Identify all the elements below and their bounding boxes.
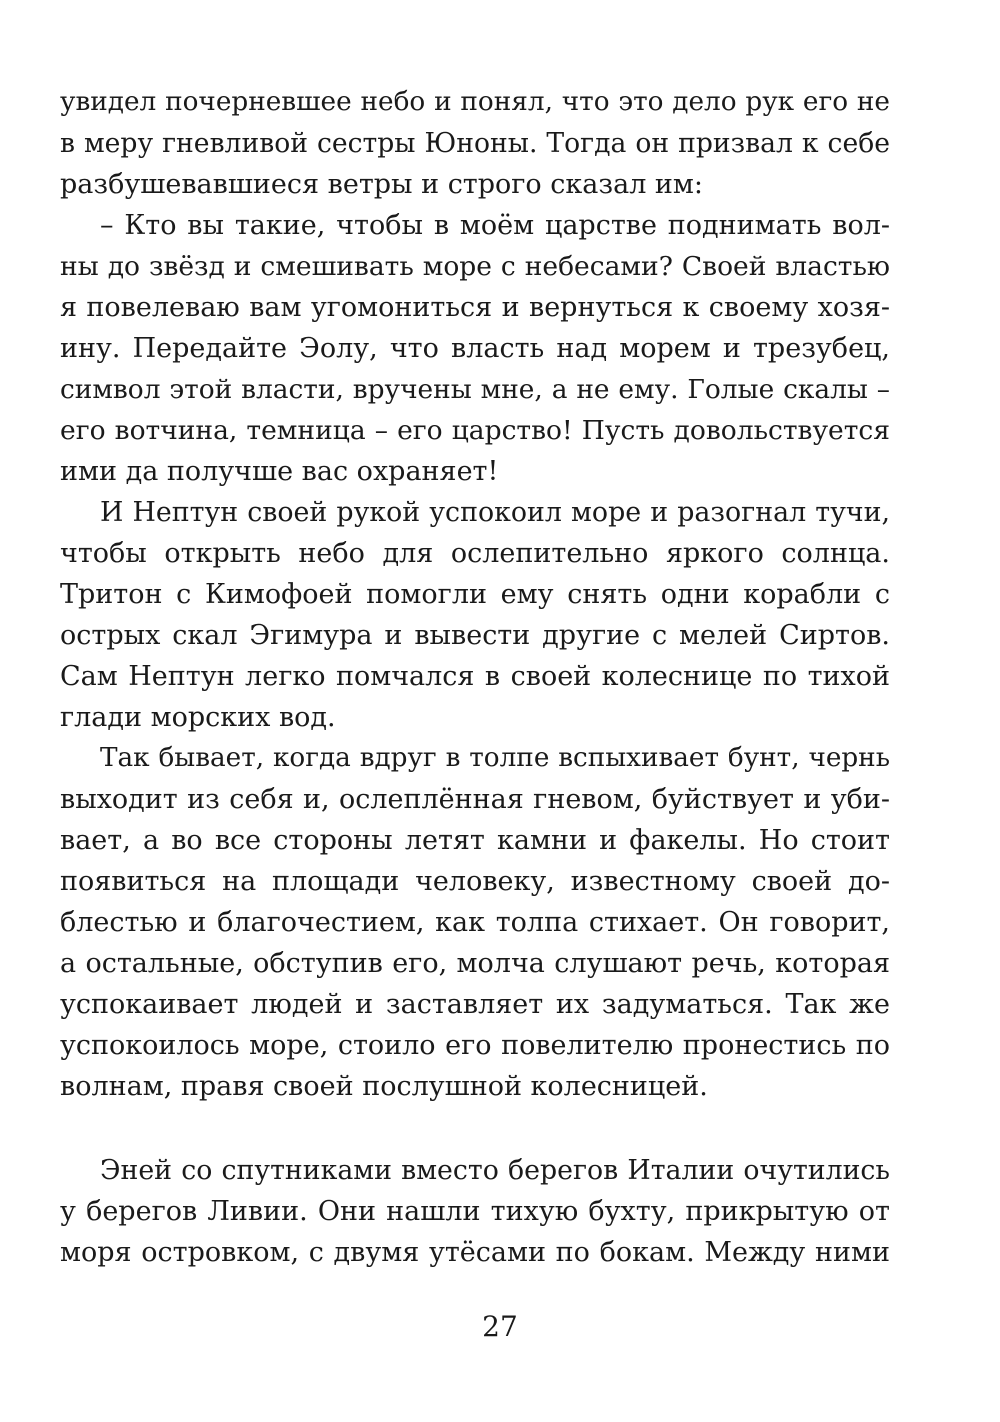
text-line: ину. Передайте Эолу, что власть над морем и трезубец,	[60, 333, 890, 364]
body-text	[60, 82, 890, 1273]
text-line: символ этой власти, вручены мне, а не ему. Голые скалы –	[60, 374, 890, 405]
page-number: 27	[482, 1310, 518, 1343]
text-line: в меру гневливой сестры Юноны. Тогда он призвал к себе	[60, 128, 890, 159]
text-line: блестью и благочестием, как толпа стихает. Он говорит,	[60, 907, 890, 938]
text-line: а остальные, обступив его, молча слушают речь, которая	[60, 948, 890, 979]
text-line: ны до звёзд и смешивать море с небесами? Своей властью	[60, 251, 890, 282]
paragraph-1	[60, 82, 890, 205]
text-line: волнам, правя своей послушной колесницей.	[60, 1071, 708, 1102]
paragraph-5	[60, 1150, 890, 1273]
text-line: увидел почерневшее небо и понял, что это дело рук его не	[60, 87, 890, 117]
text-line: Тритон с Кимофоей помогли ему снять одни корабли с	[60, 579, 890, 610]
paragraph-2	[60, 205, 890, 492]
text-line: Эней со спутниками вместо берегов Италии очутились	[100, 1155, 890, 1186]
text-line: выходит из себя и, ослеплённая гневом, буйствует и уби-	[60, 784, 890, 815]
text-line: у берегов Ливии. Они нашли тихую бухту, прикрытую от	[60, 1196, 890, 1227]
text-line: острых скал Эгимура и вывести другие с мелей Сиртов.	[60, 620, 890, 651]
text-line: разбушевавшиеся ветры и строго сказал им:	[60, 169, 704, 200]
text-line: я повелеваю вам угомониться и вернуться к своему хозя-	[60, 292, 890, 323]
text-line: Так бывает, когда вдруг в толпе вспыхивает бунт, чернь	[100, 743, 890, 773]
text-line: чтобы открыть небо для ослепительно яркого солнца.	[60, 538, 890, 569]
text-line: глади морских вод.	[60, 702, 336, 733]
text-line: его вотчина, темница – его царство! Пусть довольствуется	[60, 415, 890, 446]
text-line: Сам Нептун легко помчался в своей колеснице по тихой	[60, 661, 890, 692]
section-break	[60, 1107, 890, 1150]
text-line: ими да получше вас охраняет!	[60, 456, 499, 487]
text-line: И Нептун своей рукой успокоил море и разогнал тучи,	[100, 497, 890, 528]
paragraph-3	[60, 492, 890, 738]
text-line: вает, а во все стороны летят камни и факелы. Но стоит	[60, 825, 890, 856]
text-line: успокоилось море, стоило его повелителю пронестись по	[60, 1030, 890, 1061]
text-line: моря островком, с двумя утёсами по бокам. Между ними	[60, 1237, 890, 1268]
text-line: – Кто вы такие, чтобы в моём царстве поднимать вол-	[100, 210, 890, 241]
text-line: появиться на площади человеку, известному своей до-	[60, 866, 890, 897]
text-line: успокаивает людей и заставляет их задуматься. Так же	[60, 989, 890, 1020]
paragraph-4	[60, 738, 890, 1107]
